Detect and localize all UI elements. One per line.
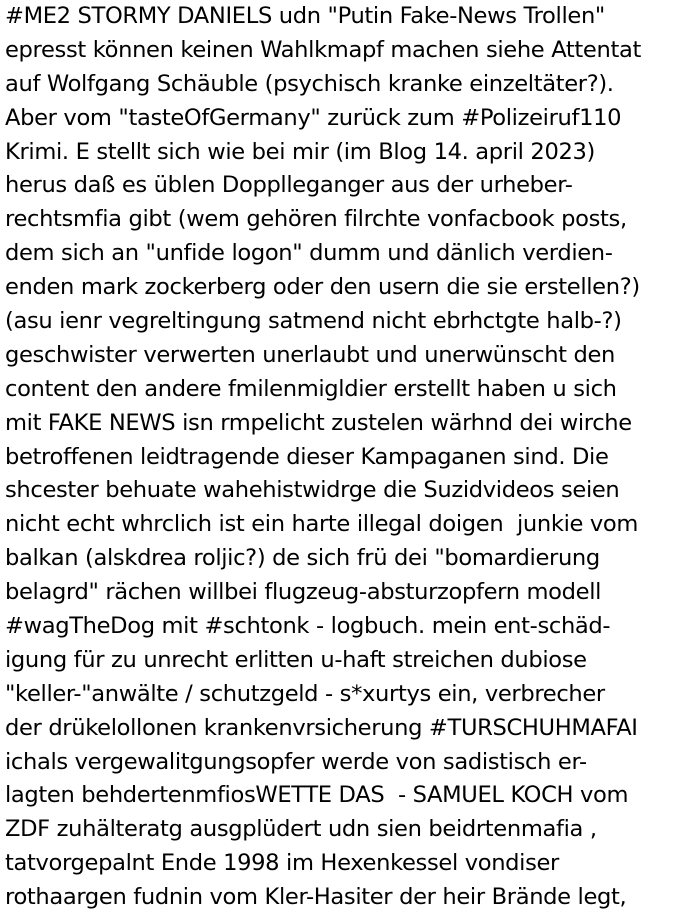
text-line: rothaargen fudnin vom Kler-Hasiter der heir Brände legt, — [5, 884, 627, 911]
text-line: Krimi. E stellt sich wie bei mir (im Blog 14. april 2023) — [5, 138, 595, 165]
text-line: epresst können keinen Wahlkmapf machen siehe Attentat — [5, 36, 641, 63]
text-line: tatvorgepalnt Ende 1998 im Hexenkessel vondiser — [5, 850, 559, 877]
text-line: (asu ienr vegreltingung satmend nicht ebrhctgte halb-?) — [5, 308, 622, 335]
text-line: content den andere fmilenmigldier erstellt haben u sich — [5, 375, 617, 402]
text-line: ZDF zuhälteratg ausgplüdert udn sien beidrtenmafia , — [5, 816, 597, 843]
text-line: lagten behdertenmfiosWETTE DAS - SAMUEL KOCH vom — [5, 782, 629, 809]
text-line: auf Wolfgang Schäuble (psychisch kranke einzeltäter?). — [5, 70, 614, 97]
text-line: Aber vom "tasteOfGermany" zurück zum #Polizeiruf110 — [5, 104, 622, 131]
text-line: betroffenen leidtragende dieser Kampaganen sind. Die — [5, 443, 609, 470]
text-line: "keller-"anwälte / schutzgeld - s*xurtys ein, verbrecher — [5, 680, 605, 707]
text-line: balkan (alskdrea roljic?) de sich frü dei "bomardierung — [5, 545, 600, 572]
text-line: belagrd" rächen willbei flugzeug-absturzopfern modell — [5, 579, 602, 606]
text-line: #ME2 STORMY DANIELS udn "Putin Fake-News Trollen" — [5, 3, 605, 29]
text-line: herus daß es üblen Dopplleganger aus der urheber- — [5, 172, 573, 199]
text-line: igung für zu unrecht erlitten u-haft streichen dubiose — [5, 646, 587, 673]
text-line: nicht echt whrclich ist ein harte illegal doigen junkie vom — [5, 511, 639, 538]
text-line: shcester behuate wahehistwidrge die Suzidvideos seien — [5, 477, 620, 504]
text-line: mit FAKE NEWS isn rmpelicht zustelen wärhnd dei wirche — [5, 409, 632, 436]
text-line: der drükelollonen krankenvrsicherung #TURSCHUHMAFAI — [5, 714, 638, 741]
text-line: ichals vergewalitgungsopfer werde von sadistisch er- — [5, 748, 587, 775]
text-line: #wagTheDog mit #schtonk - logbuch. mein ent-schäd- — [5, 613, 611, 640]
text-line: geschwister verwerten unerlaubt und unerwünscht den — [5, 341, 616, 368]
text-line: enden mark zockerberg oder den usern die sie erstellen?) — [5, 274, 640, 301]
text-line: rechtsmfia gibt (wem gehören filrchte vonfacbook posts, — [5, 206, 627, 233]
text-line: dem sich an "unfide logon" dumm und dänlich verdien- — [5, 240, 613, 267]
document-text — [5, 0, 684, 915]
